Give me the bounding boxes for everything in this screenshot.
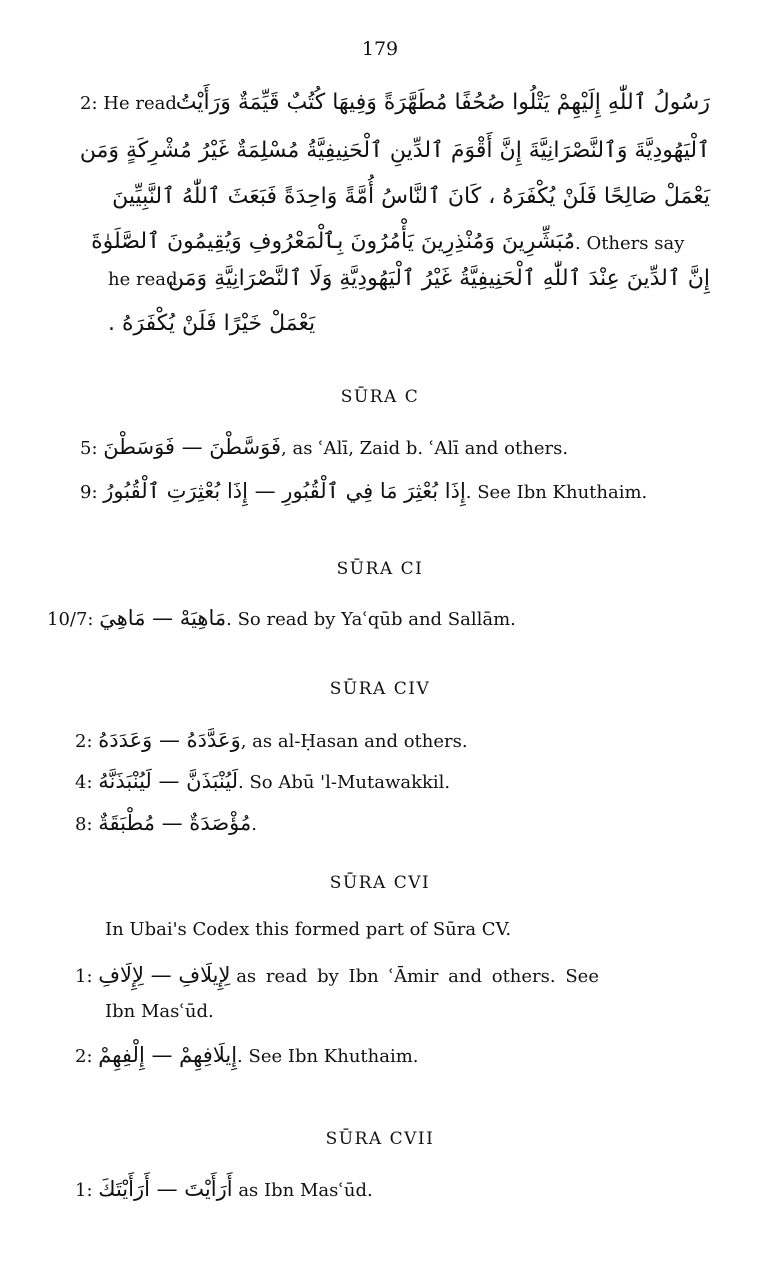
verse-note: , as ʿAlī, Zaid b. ʿAlī and others. — [281, 438, 569, 459]
others-say-text: . Others say — [575, 233, 685, 254]
arabic-variant: فَوَسَّطْنَ — فَوَسَطْنَ — [103, 435, 282, 459]
sura-cvii-heading: SŪRA CVII — [325, 1129, 435, 1149]
verse-number: 1: — [75, 1180, 93, 1201]
verse-note: . — [251, 814, 257, 835]
verse-note: . So Abū 'l-Mutawakkil. — [238, 772, 451, 793]
sura-cvi-intro: In Ubai's Codex this formed part of Sūra CV. — [105, 919, 512, 940]
note-lead: He read — [103, 93, 177, 114]
sura-cvi-verse-2 — [75, 1045, 419, 1066]
sura-civ-verse-4 — [75, 771, 450, 792]
verse-note: . So read by Yaʿqūb and Sallām. — [226, 609, 516, 630]
verse-number: 5: — [80, 438, 98, 459]
verse-note: . See Ibn Khuthaim. — [465, 482, 648, 503]
verse-note: , as al-Ḥasan and others. — [240, 731, 468, 752]
arabic-reading-line-4: مُبَشِّرِينَ وَمُنْذِرِينَ يَأْمُرُونَ بِٱلْمَعْرُوفِ وَيُقِيمُونَ ٱلصَّلَوٰةَ — [91, 229, 575, 254]
arabic-variant: إِيلَافِهِمْ — إِلْفِهِمْ — [98, 1043, 238, 1067]
arabic-reading-line-6: يَعْمَلْ خَيْرًا فَلَنْ يُكْفَرَهُ . — [108, 311, 316, 336]
verse-note: as Ibn Masʿūd. — [238, 1180, 373, 1201]
arabic-variant: لَيُنْبَذَنَّ — لَيُنْبَذَنَّهُ — [98, 769, 239, 793]
arabic-variant: أَرَأَيْتَ — أَرَأَيْتَكَ — [98, 1177, 233, 1201]
he-read-text: he read — [108, 269, 178, 290]
page-number: 179 — [361, 38, 399, 60]
verse-note: . See Ibn Khuthaim. — [237, 1046, 419, 1067]
sura-c-verse-9 — [80, 481, 647, 502]
sura-c-heading: SŪRA C — [340, 387, 420, 407]
note-line-1 — [80, 95, 177, 113]
verse-number: 2: — [80, 93, 98, 114]
arabic-reading-line-1: رَسُولُ ٱللّٰهِ إِلَيْهِمْ يَتْلُوا صُحُفًا مُطَهَّرَةً وَفِيهَا كُتُبٌ قَيِّمَةٌ وَرَأَيْتُ — [175, 90, 710, 115]
sura-ci-verse-10-7 — [47, 608, 516, 629]
sura-cvi-verse-1-cont: Ibn Masʿūd. — [105, 1001, 214, 1022]
arabic-variant: لِإِيلَافِ — لِإِلَافِ — [98, 963, 231, 987]
verse-number: 1: — [75, 966, 93, 987]
sura-civ-heading: SŪRA CIV — [329, 679, 431, 699]
sura-cvi-verse-1 — [75, 965, 599, 986]
sura-cvii-verse-1 — [75, 1179, 373, 1200]
arabic-reading-line-2: ٱلْيَهُودِيَّةَ وَٱلنَّصْرَانِيَّةَ إِنَّ أَقْوَمَ ٱلدِّينِ ٱلْحَنِيفِيَّةُ مُسْلِمَةٌ غَيْرُ مُشْرِكَةٍ وَمَن — [79, 138, 710, 163]
arabic-variant: إِذَا بُعْثِرَ مَا فِي ٱلْقُبُورِ — إِذَا بُعْثِرَتِ ٱلْقُبُورُ — [103, 479, 466, 503]
verse-number: 4: — [75, 772, 93, 793]
arabic-reading-line-3: يَعْمَلْ صَالِحًا فَلَنْ يُكْفَرَهُ ، كَانَ ٱلنَّاسُ أُمَّةً وَاحِدَةً فَبَعَثَ ٱللّٰهُ ٱلنَّبِيِّينَ — [112, 184, 710, 209]
verse-note: as read by Ibn ʿĀmir and others. See — [236, 966, 599, 987]
arabic-reading-line-5: إِنَّ ٱلدِّينَ عِنْدَ ٱللّٰهِ ٱلْحَنِيفِيَّةُ غَيْرُ ٱلْيَهُودِيَّةِ وَلَا ٱلنَّصْرَانِيَّةِ وَمَن — [167, 266, 710, 291]
sura-cvi-heading: SŪRA CVI — [329, 873, 431, 893]
verse-number: 9: — [80, 482, 98, 503]
sura-civ-verse-8 — [75, 813, 257, 834]
arabic-variant: وَعَدَّدَهُ — وَعَدَدَهُ — [98, 728, 241, 752]
sura-ci-heading: SŪRA CI — [336, 559, 424, 579]
sura-civ-verse-2 — [75, 730, 468, 751]
verse-number: 10/7: — [47, 609, 94, 630]
sura-c-verse-5 — [80, 437, 568, 458]
arabic-variant: مُؤْصَدَةٌ — مُطْبَقَةٌ — [98, 811, 252, 835]
verse-number: 8: — [75, 814, 93, 835]
verse-number: 2: — [75, 1046, 93, 1067]
arabic-variant: مَاهِيَهْ — مَاهِيَ — [99, 606, 227, 630]
verse-number: 2: — [75, 731, 93, 752]
